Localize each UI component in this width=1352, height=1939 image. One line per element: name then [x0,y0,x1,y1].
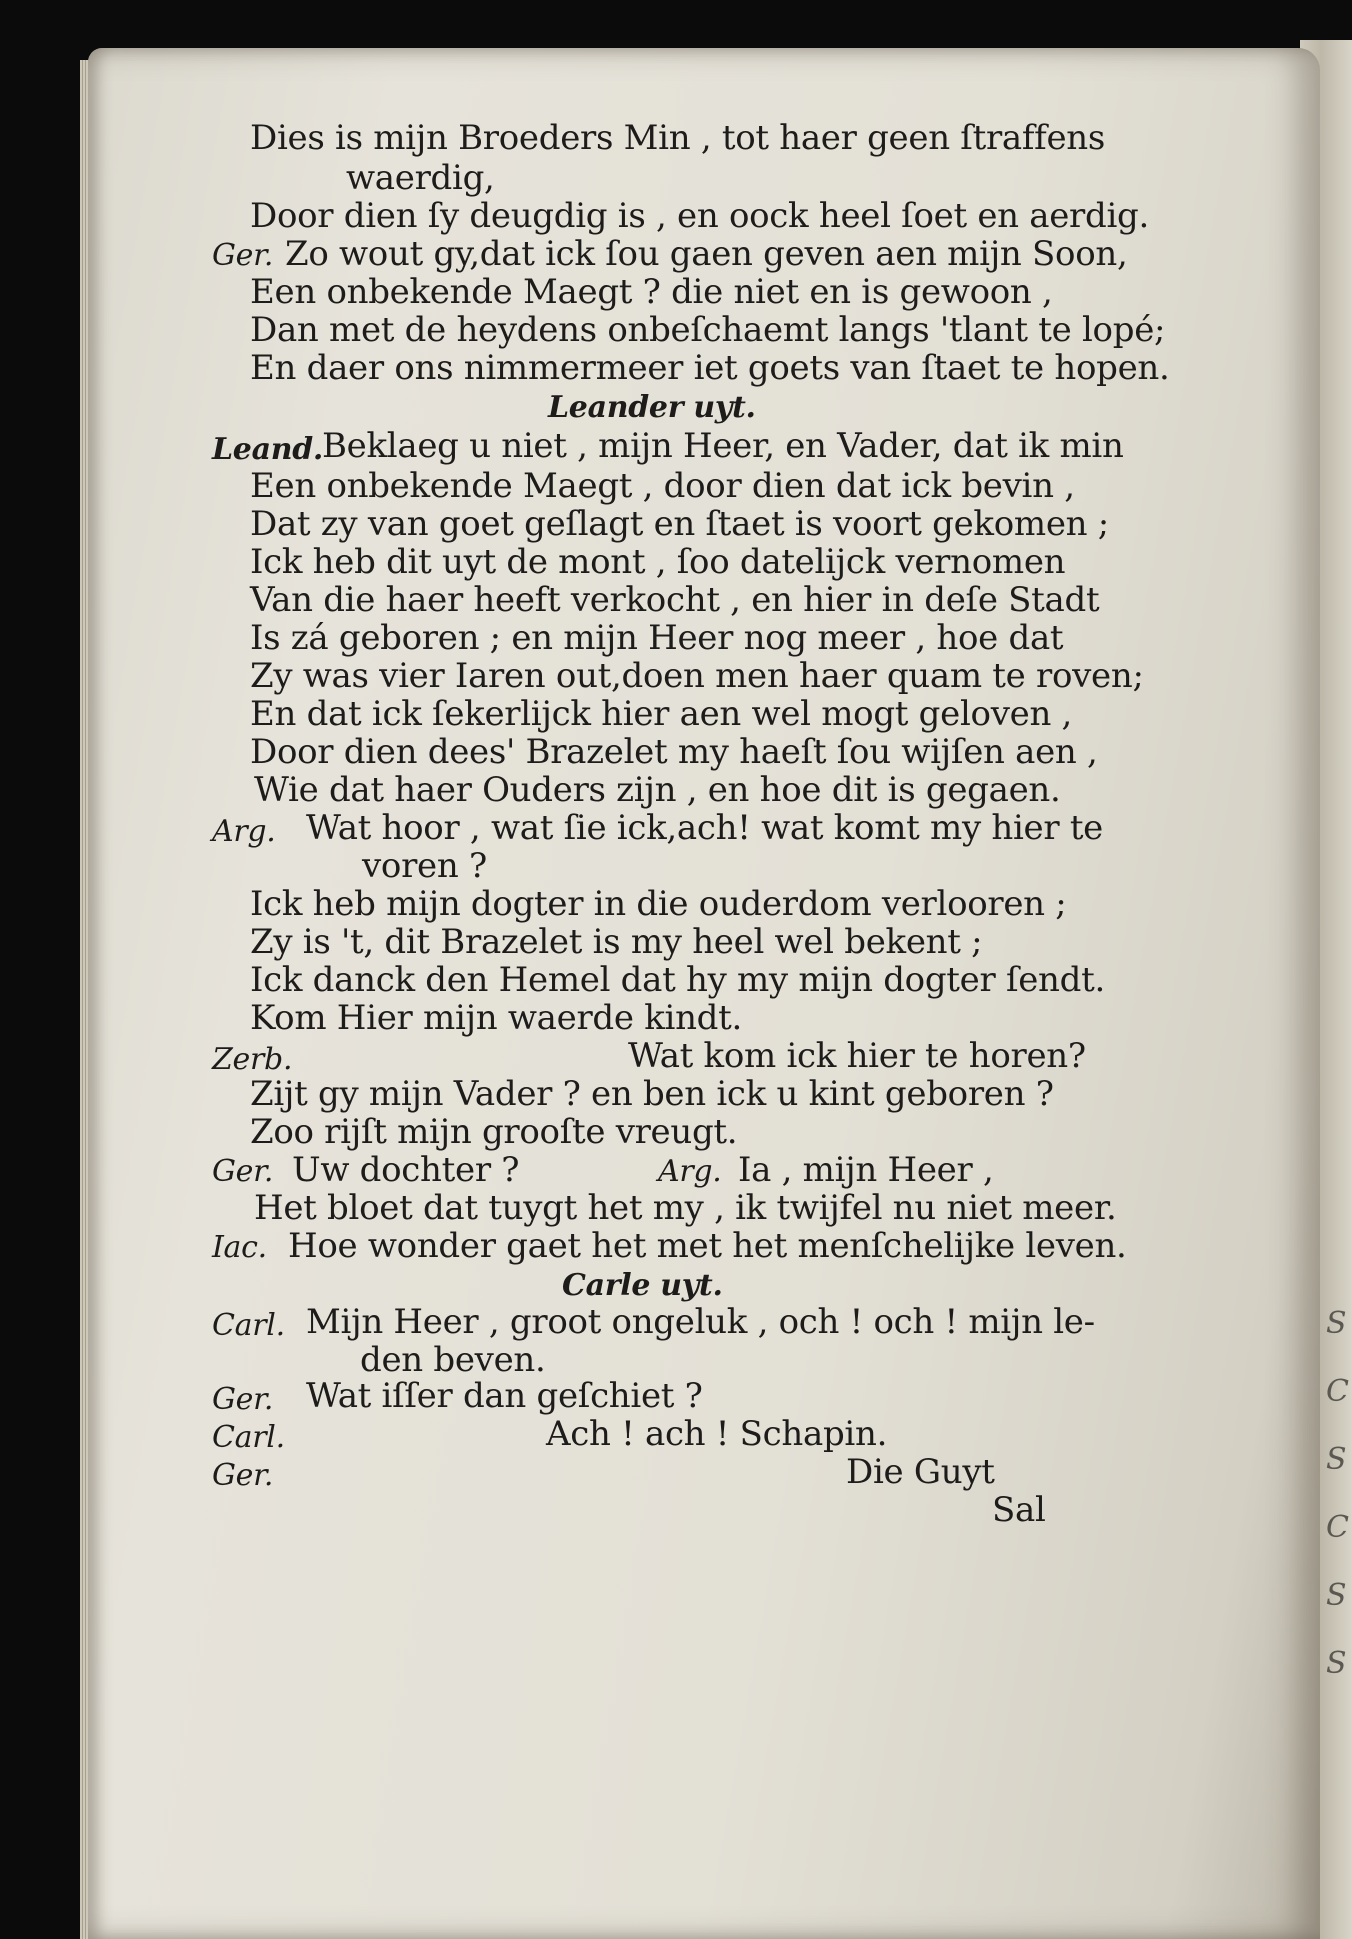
text-line: Beklaeg u niet , mijn Heer, en Vader, dat ik min [322,426,1124,466]
text-line: Van die haer heeft verkocht , en hier in deſe Stadt [250,580,1100,620]
text-line: Ick heb dit uyt de mont , ſoo datelijck vernomen [250,542,1066,582]
speaker-label: Iac. [212,1230,267,1265]
speaker-label: Ger. [212,1382,274,1417]
text-line: Ia , mijn Heer , [738,1150,994,1190]
margin-glyph: S [1326,1578,1347,1613]
text-line: waerdig, [346,158,495,198]
speaker-label: Ger. [212,1458,274,1493]
text-line: Zijt gy mijn Vader ? en ben ick u kint geboren ? [250,1074,1054,1114]
margin-glyph: S [1326,1442,1347,1477]
margin-glyph: C [1326,1510,1349,1545]
text-line: Wie dat haer Ouders zijn , en hoe dit is gegaen. [254,770,1061,810]
adjacent-page-letters [1326,1290,1352,1698]
text-line: Uw dochter ? [292,1150,520,1190]
text-line: Dat zy van goet geſlagt en ſtaet is voort gekomen ; [250,504,1109,544]
margin-glyph: S [1326,1646,1347,1681]
text-line: Zo wout gy,dat ick ſou gaen geven aen mijn Soon, [285,234,1128,274]
speaker-label: Arg. [212,814,276,849]
catchword: Sal [992,1490,1046,1530]
text-line: Wat kom ick hier te horen? [628,1036,1086,1076]
text-line: Ach ! ach ! Schapin. [546,1414,888,1454]
text-line: Ick danck den Hemel dat hy my mijn dogter ſendt. [250,960,1105,1000]
text-line: Door dien ſy deugdig is , en oock heel ſoet en aerdig. [250,196,1149,236]
text-line: Die Guyt [846,1452,995,1492]
text-line: Wat iſſer dan geſchiet ? [306,1376,703,1416]
speaker-label: Arg. [658,1154,722,1189]
text-line: Dies is mijn Broeders Min , tot haer geen ſtraffens [250,118,1106,158]
stage-direction: Carle uyt. [562,1268,723,1303]
text-line: Wat hoor , wat ſie ick,ach! wat komt my hier te [306,808,1104,848]
text-line: Een onbekende Maegt , door dien dat ick bevin , [250,466,1075,506]
speaker-label: Carl. [212,1308,285,1343]
text-line: Door dien dees' Brazelet my haeſt ſou wijſen aen , [250,732,1098,772]
speaker-label: Leand. [212,432,324,467]
speaker-label: Zerb. [212,1042,293,1077]
text-line: En dat ick ſekerlijck hier aen wel mogt geloven , [250,694,1073,734]
margin-glyph: S [1326,1306,1347,1341]
text-line: Hoe wonder gaet het met het menſchelijke leven. [288,1226,1127,1266]
text-line: Is zá geboren ; en mijn Heer nog meer , hoe dat [250,618,1064,658]
text-line: Het bloet dat tuygt het my , ik twijfel nu niet meer. [254,1188,1117,1228]
text-line: Ick heb mijn dogter in die ouderdom verlooren ; [250,884,1067,924]
stage-direction: Leander uyt. [548,390,756,425]
text-line: Mijn Heer , groot ongeluk , och ! och ! mijn le- [306,1302,1095,1342]
speaker-label: Ger. [212,1154,274,1189]
speaker-label: Ger. [212,238,274,273]
speaker-label: Carl. [212,1420,285,1455]
text-line: Een onbekende Maegt ? die niet en is gewoon , [250,272,1053,312]
text-line: den beven. [360,1340,546,1380]
text-line: Zy was vier Iaren out,doen men haer quam te roven; [250,656,1144,696]
margin-glyph: C [1326,1374,1349,1409]
text-line: voren ? [362,846,487,886]
text-line: Zy is 't, dit Brazelet is my heel wel bekent ; [250,922,983,962]
text-line: Dan met de heydens onbeſchaemt langs 'tlant te lopé; [250,310,1166,350]
text-line: Kom Hier mijn waerde kindt. [250,998,743,1038]
text-line: En daer ons nimmermeer iet goets van ſtaet te hopen. [250,348,1170,388]
text-line: Zoo rijſt mijn grooſte vreugt. [250,1112,738,1152]
